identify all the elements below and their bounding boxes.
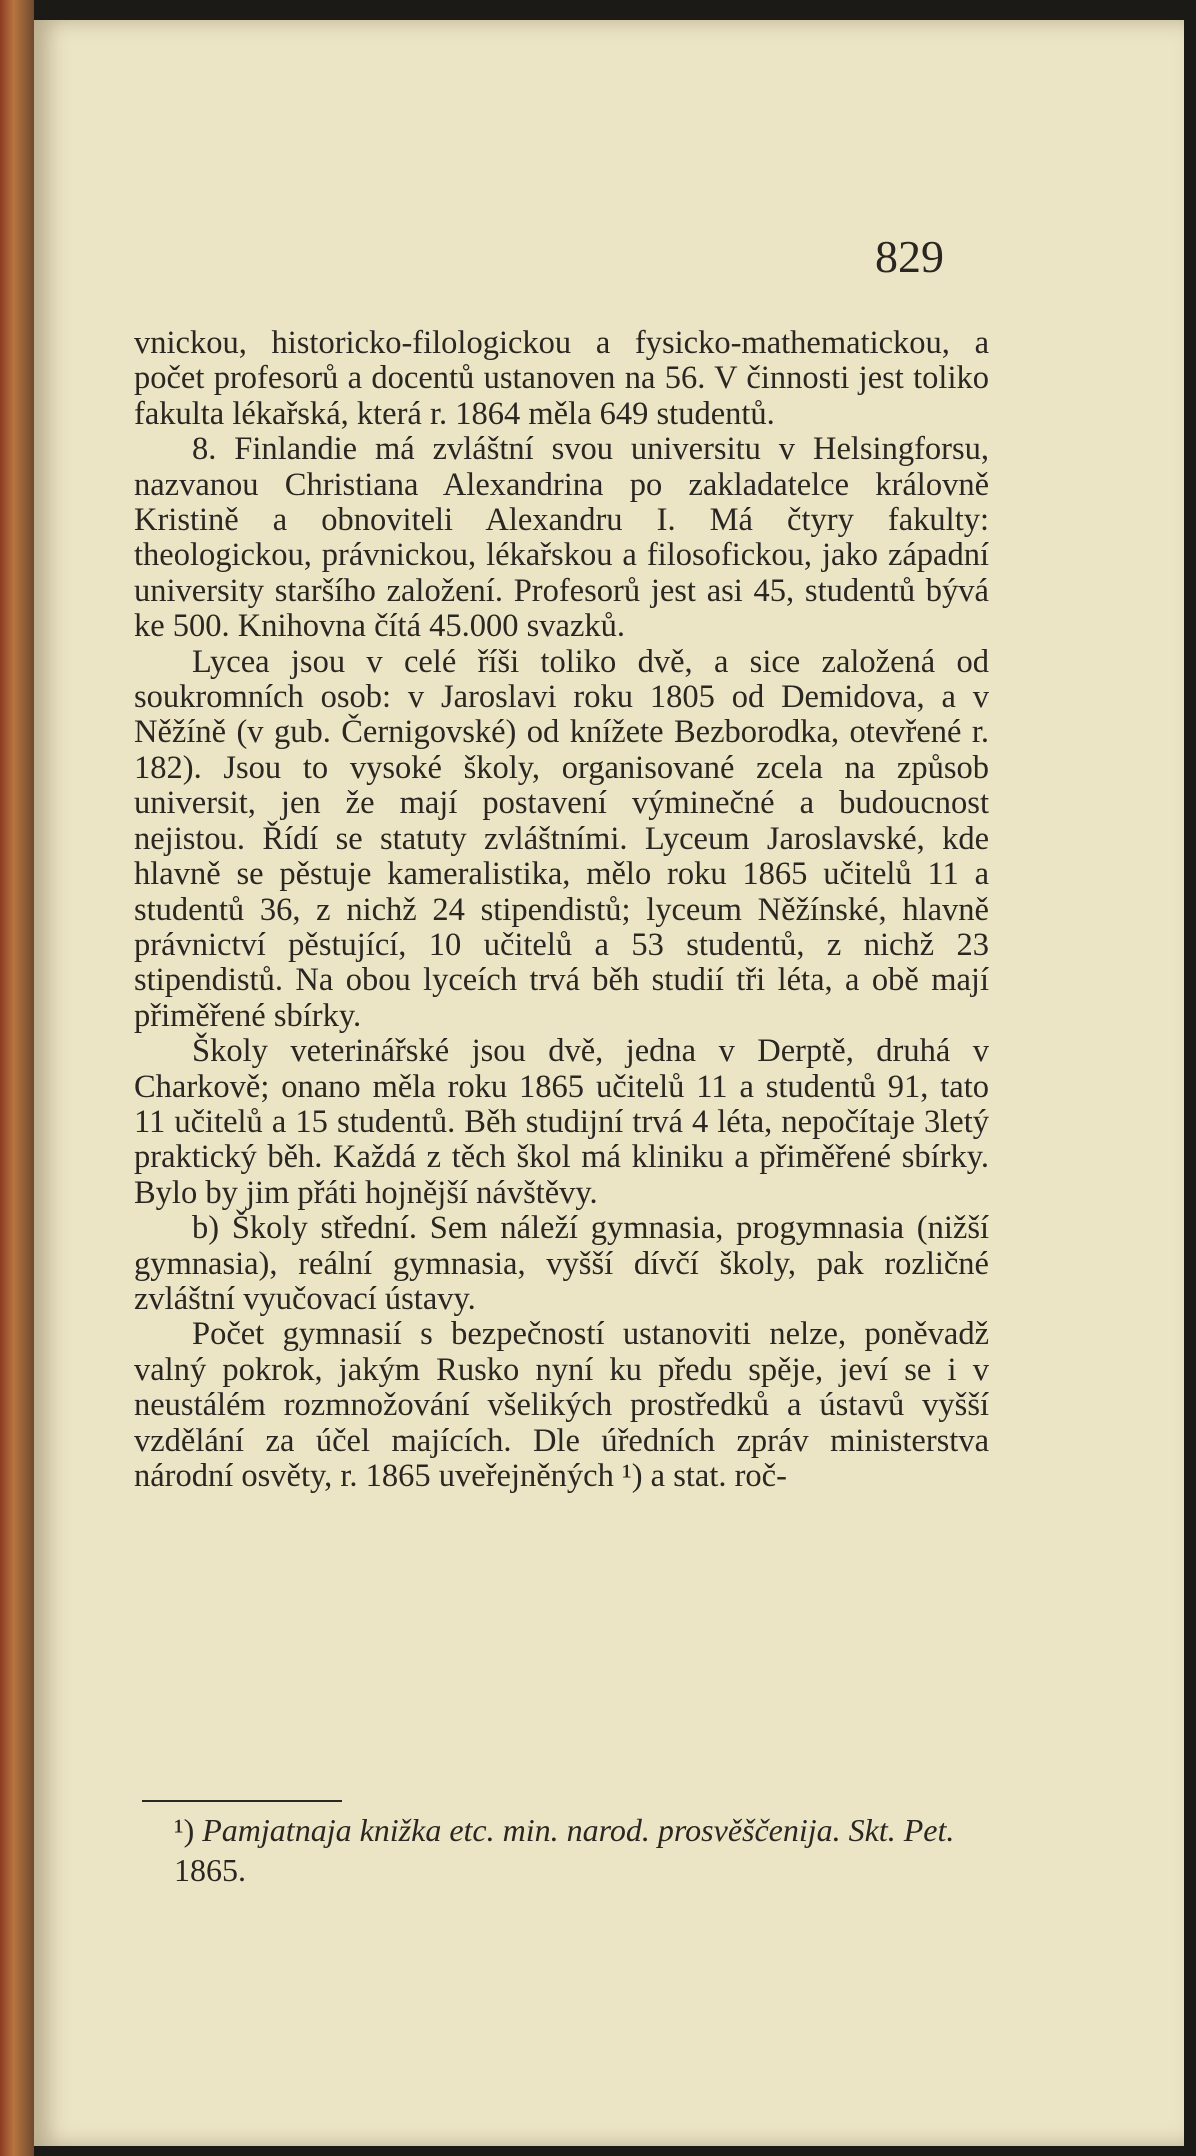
- paragraph-1: vnickou, historicko-filologickou a fysicko-mathematickou, a počet profesorů a docentů ustanoven na 56. V činnosti jest toliko fakulta lékařská, která r. 1864 měla 649 studentů.: [134, 325, 989, 432]
- footnote-marker: ¹): [174, 1812, 195, 1848]
- body-text: [134, 326, 989, 1494]
- paragraph-4: Školy veterinářské jsou dvě, jedna v Derptě, druhá v Charkově; onano měla roku 1865 učitelů 11 a studentů 91, tato 11 učitelů a 15 studentů. Běh studijní trvá 4 léta, nepočítaje 3letý praktický běh. Každá z těch škol má kliniku a přiměřené sbírky. Bylo by jim přáti hojnější návštěvy.: [134, 1033, 989, 1211]
- footnote: [174, 1810, 994, 1890]
- footnote-divider: [142, 1800, 342, 1802]
- book-page: [34, 20, 1184, 2146]
- paragraph-6: Počet gymnasií s bezpečností ustanoviti nelze, poněvadž valný pokrok, jakým Rusko nyní ku předu spěje, jeví se i v neustálém rozmnožování všelikých prostředků a ústavů vyšší vzdělání za účel majících. Dle úředních zpráv ministerstva národní osvěty, r. 1865 uveřejněných ¹) a stat. roč-: [134, 1316, 989, 1494]
- paragraph-5: b) Školy střední. Sem náleží gymnasia, progymnasia (nižší gymnasia), reální gymnasia, vyšší dívčí školy, pak rozličné zvláštní vyučovací ústavy.: [134, 1210, 989, 1317]
- book-spine-edge: [0, 0, 34, 2156]
- paragraph-2: 8. Finlandie má zvláštní svou universitu v Helsingforsu, nazvanou Christiana Alexandrina po zakladatelce královně Kristině a obnoviteli Alexandru I. Má čtyry fakulty: theologickou, právnickou, lékařskou a filosofickou, jako západní university staršího založení. Profesorů jest asi 45, studentů bývá ke 500. Knihovna čítá 45.000 svazků.: [134, 431, 989, 645]
- paragraph-3: Lycea jsou v celé říši toliko dvě, a sice založená od soukromních osob: v Jaroslavi roku 1805 od Demidova, a v Něžíně (v gub. Černigovské) od knížete Bezborodka, otevřené r. 182). Jsou to vysoké školy, organisované zcela na způsob universit, jen že mají postavení výminečné a budoucnost nejistou. Řídí se statuty zvláštními. Lyceum Jaroslavské, kde hlavně se pěstuje kameralistika, mělo roku 1865 učitelů 11 a studentů 36, z nichž 24 stipendistů; lyceum Něžínské, hlavně právnictví pěstující, 10 učitelů a 53 studentů, z nichž 23 stipendistů. Na obou lyceích trvá běh studií tři léta, a obě mají přiměřené sbírky.: [134, 643, 989, 1034]
- footnote-year: 1865.: [174, 1852, 246, 1888]
- footnote-title: Pamjatnaja knižka etc. min. narod. prosvěščenija. Skt. Pet.: [202, 1812, 955, 1848]
- page-number: 829: [875, 231, 944, 282]
